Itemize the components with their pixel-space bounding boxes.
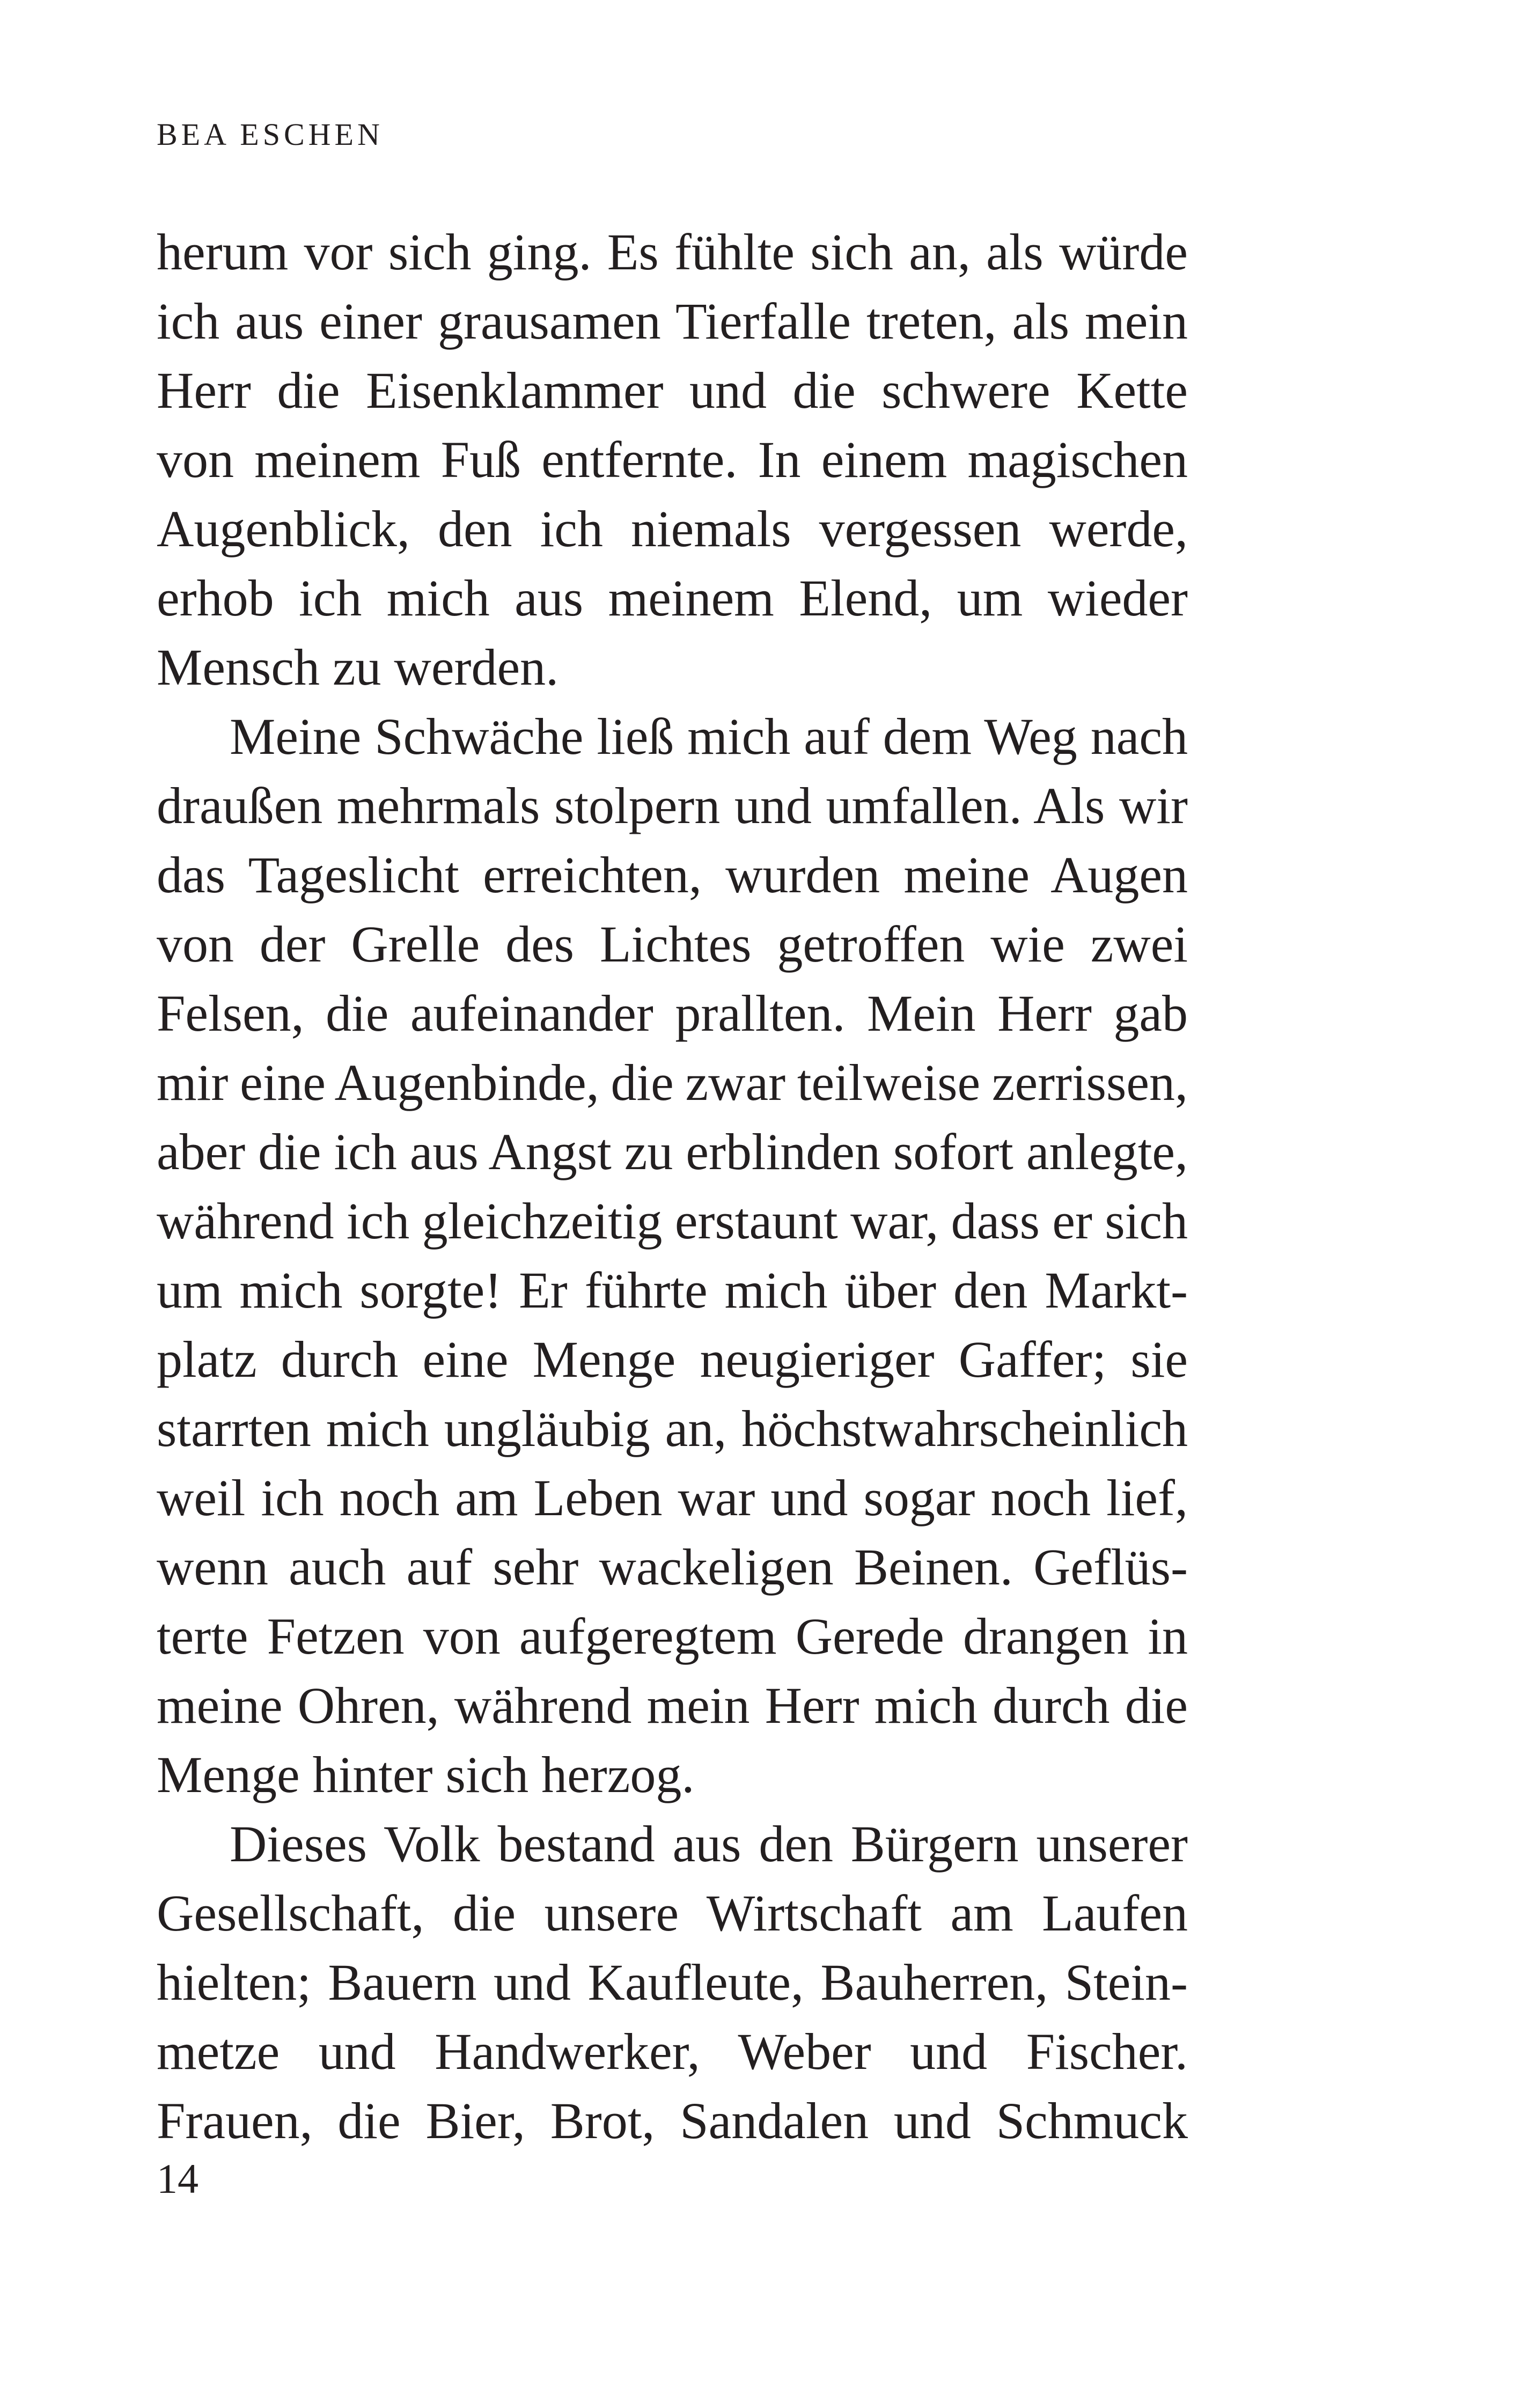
text-line: Herr die Eisenklammer und die schwere Kette: [157, 362, 1188, 419]
text-line: während ich gleichzeitig erstaunt war, dass er sich: [157, 1192, 1188, 1250]
text-line: aber die ich aus Angst zu erblinden sofort anlegte,: [157, 1123, 1188, 1180]
text-line: von meinem Fuß entfernte. In einem magischen: [157, 431, 1188, 488]
text-line: Meine Schwäche ließ mich auf dem Weg nach: [230, 708, 1188, 765]
text-line: Mensch zu werden.: [157, 638, 559, 696]
text-line: starrten mich ungläubig an, höchstwahrscheinlich: [157, 1400, 1188, 1457]
body-text: [157, 217, 1188, 2155]
text-line: draußen mehrmals stolpern und umfallen. Als wir: [157, 777, 1188, 834]
page-number: 14: [157, 2155, 199, 2202]
text-line: herum vor sich ging. Es fühlte sich an, als würde: [157, 223, 1188, 281]
text-line: meine Ohren, während mein Herr mich durch die: [157, 1677, 1188, 1734]
text-line: um mich sorgte! Er führte mich über den Markt-: [157, 1261, 1188, 1319]
text-line: das Tageslicht erreichten, wurden meine Augen: [157, 846, 1188, 904]
running-head: BEA ESCHEN: [157, 117, 384, 152]
paragraph-1: [157, 217, 1188, 702]
text-line: hielten; Bauern und Kaufleute, Bauherren, Stein-: [157, 1954, 1188, 2011]
text-line: Augenblick, den ich niemals vergessen werde,: [157, 500, 1188, 557]
text-line: metze und Handwerker, Weber und Fischer.: [157, 2023, 1188, 2080]
text-line: Dieses Volk bestand aus den Bürgern unserer: [230, 1815, 1188, 1873]
text-line: wenn auch auf sehr wackeligen Beinen. Geflüs-: [157, 1538, 1188, 1596]
text-line: ich aus einer grausamen Tierfalle treten, als mein: [157, 292, 1188, 350]
text-line: platz durch eine Menge neugieriger Gaffer; sie: [157, 1331, 1188, 1388]
paragraph-3: [157, 1809, 1188, 2155]
text-line: mir eine Augenbinde, die zwar teilweise zerrissen,: [157, 1054, 1188, 1111]
text-line: erhob ich mich aus meinem Elend, um wieder: [157, 569, 1188, 627]
text-line: Menge hinter sich herzog.: [157, 1746, 695, 1803]
text-line: Gesellschaft, die unsere Wirtschaft am Laufen: [157, 1884, 1188, 1942]
text-line: terte Fetzen von aufgeregtem Gerede drangen in: [157, 1607, 1188, 1665]
text-line: Felsen, die aufeinander prallten. Mein Herr gab: [157, 985, 1188, 1042]
text-line: weil ich noch am Leben war und sogar noch lief,: [157, 1469, 1188, 1526]
text-line: von der Grelle des Lichtes getroffen wie zwei: [157, 915, 1188, 973]
text-line: Frauen, die Bier, Brot, Sandalen und Schmuck: [157, 2092, 1188, 2149]
paragraph-2: [157, 702, 1188, 1809]
